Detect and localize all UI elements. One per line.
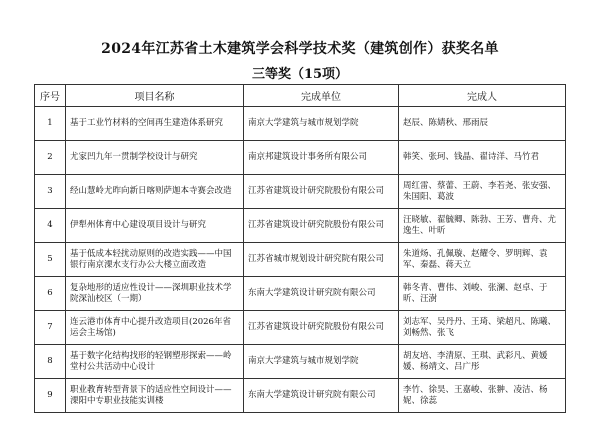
completers: 朱道炀、孔佩璇、赵耀令、罗明辉、袁军、秦磊、蒋天立 <box>399 243 566 277</box>
completion-unit: 东南大学建筑设计研究院有限公司 <box>244 379 399 413</box>
row-number: 5 <box>35 243 66 277</box>
row-number: 1 <box>35 107 66 141</box>
completers: 韩笑、张珂、钱晶、翟诗洋、马竹君 <box>399 141 566 175</box>
row-number: 2 <box>35 141 66 175</box>
table-row <box>35 209 566 243</box>
completion-unit: 南京邦建筑设计事务所有限公司 <box>244 141 399 175</box>
completion-unit: 江苏省建筑设计研究院股份有限公司 <box>244 311 399 345</box>
project-name: 基于低成本轻扰动原则的改造实践——中国银行南京溧水支行办公大楼立面改造 <box>66 243 244 277</box>
project-name: 复杂地形的适应性设计——深圳职业技术学院深汕校区（一期） <box>66 277 244 311</box>
completion-unit: 南京大学建筑与城市规划学院 <box>244 107 399 141</box>
header-no: 序号 <box>35 85 66 107</box>
completers: 韩冬青、曹伟、刘峻、张澜、赵卓、于昕、汪澍 <box>399 277 566 311</box>
document-title: 2024年江苏省土木建筑学会科学技术奖（建筑创作）获奖名单 <box>101 41 499 57</box>
completion-unit: 江苏省建筑设计研究院股份有限公司 <box>244 209 399 243</box>
award-table <box>34 84 566 413</box>
document-subtitle: 三等奖（15项） <box>251 67 349 82</box>
completers: 周红雷、蔡蕾、王蔚、李若尧、张安强、朱国阳、葛波 <box>399 175 566 209</box>
table-row <box>35 141 566 175</box>
table-row <box>35 345 566 379</box>
row-number: 8 <box>35 345 66 379</box>
row-number: 4 <box>35 209 66 243</box>
table-row <box>35 311 566 345</box>
table-row <box>35 379 566 413</box>
table-row <box>35 243 566 277</box>
row-number: 7 <box>35 311 66 345</box>
completion-unit: 东南大学建筑设计研究院有限公司 <box>244 277 399 311</box>
completers: 赵辰、陈婧秋、邢雨辰 <box>399 107 566 141</box>
completion-unit: 南京大学建筑与城市规划学院 <box>244 345 399 379</box>
header-people: 完成人 <box>399 85 566 107</box>
table-row <box>35 107 566 141</box>
completion-unit: 江苏省城市规划设计研究院有限公司 <box>244 243 399 277</box>
project-name: 经山慧岭尤昨向新日喀则萨迦本寺赛会改造 <box>66 175 244 209</box>
project-name: 基于数字化结构找形的轻钢塑形探索——岭堂村公共活动中心设计 <box>66 345 244 379</box>
completers: 刘志军、吴丹丹、王琦、梁超凡、陈曦、刘畅然、张飞 <box>399 311 566 345</box>
row-number: 3 <box>35 175 66 209</box>
project-name: 尤家凹九年一贯制学校设计与研究 <box>66 141 244 175</box>
completers: 李竹、徐昊、王嘉峻、张翀、凌洁、杨妮、徐蕊 <box>399 379 566 413</box>
project-name: 职业教育转型背景下的适应性空间设计——溧阳中专职业技能实训楼 <box>66 379 244 413</box>
completers: 汪晓敏、翟毓卿、陈勃、王芳、曹舟、尤逸生、叶昕 <box>399 209 566 243</box>
project-name: 基于工业竹材料的空间再生建造体系研究 <box>66 107 244 141</box>
header-unit: 完成单位 <box>244 85 399 107</box>
row-number: 9 <box>35 379 66 413</box>
table-row <box>35 277 566 311</box>
header-project: 项目名称 <box>66 85 244 107</box>
table-row <box>35 175 566 209</box>
project-name: 伊犁州体育中心建设项目设计与研究 <box>66 209 244 243</box>
completers: 胡友培、李清原、王琪、武彩凡、黄媛媛、杨靖文、吕广彤 <box>399 345 566 379</box>
project-name: 连云港市体育中心提升改造项目(2026年省运会主场馆) <box>66 311 244 345</box>
completion-unit: 江苏省建筑设计研究院股份有限公司 <box>244 175 399 209</box>
table-header-row <box>35 85 566 107</box>
row-number: 6 <box>35 277 66 311</box>
